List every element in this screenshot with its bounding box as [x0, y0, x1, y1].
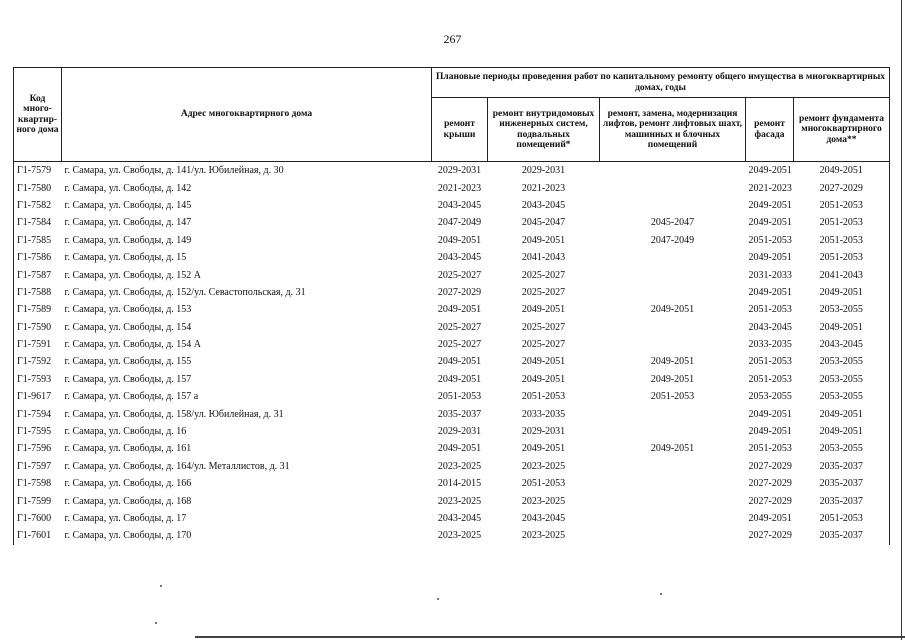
code-cell: Г1-7580	[14, 179, 62, 196]
page-number: 267	[443, 32, 462, 46]
foundation-period-cell: 2053-2055	[794, 353, 890, 370]
header-code: Код много-квартир-ного дома	[14, 68, 62, 162]
table-row	[14, 388, 890, 405]
foundation-period-cell: 2051-2053	[794, 232, 890, 249]
code-cell: Г1-7587	[14, 266, 62, 283]
roof-period-cell: 2049-2051	[437, 234, 482, 246]
scan-speck	[437, 598, 439, 600]
roof-period-cell: 2021-2023	[437, 182, 482, 194]
roof-period-cell: 2025-2027	[437, 321, 482, 333]
facade-period-cell: 2043-2045	[748, 321, 792, 333]
lifts-period-cell	[600, 179, 746, 196]
systems-period-cell: 2023-2025	[521, 495, 566, 507]
roof-period-cell: 2043-2045	[437, 199, 482, 211]
lifts-period-cell: 2049-2051	[650, 356, 695, 368]
systems-period-cell: 2025-2027	[521, 339, 566, 351]
table-row	[14, 475, 890, 492]
foundation-period-cell: 2053-2055	[794, 440, 890, 457]
address-cell: г. Самара, ул. Свободы, д. 149	[64, 234, 192, 246]
lifts-period-cell	[600, 510, 746, 527]
systems-period-cell: 2025-2027	[521, 269, 566, 281]
address-cell: г. Самара, ул. Свободы, д. 16	[64, 426, 187, 438]
roof-period-cell: 2043-2045	[437, 252, 482, 264]
systems-period-cell: 2029-2031	[521, 165, 566, 177]
address-cell: г. Самара, ул. Свободы, д. 15	[64, 252, 187, 264]
lifts-period-cell	[600, 475, 746, 492]
foundation-period-cell: 2041-2043	[794, 266, 890, 283]
table-row	[14, 249, 890, 266]
lifts-period-cell: 2045-2047	[650, 217, 695, 229]
table-row	[14, 458, 890, 475]
table-row	[14, 319, 890, 336]
lifts-period-cell	[600, 284, 746, 301]
code-cell: Г1-7601	[14, 527, 62, 544]
facade-period-cell: 2051-2053	[748, 304, 792, 316]
facade-period-cell: 2051-2053	[748, 443, 792, 455]
address-cell: г. Самара, ул. Свободы, д. 152 А	[64, 269, 202, 281]
foundation-period-cell: 2049-2051	[794, 319, 890, 336]
lifts-period-cell: 2049-2051	[650, 304, 695, 316]
roof-period-cell: 2023-2025	[437, 460, 482, 472]
code-cell: Г1-7589	[14, 301, 62, 318]
foundation-period-cell: 2043-2045	[794, 336, 890, 353]
lifts-period-cell: 2047-2049	[650, 234, 695, 246]
systems-period-cell: 2049-2051	[521, 234, 566, 246]
facade-period-cell: 2051-2053	[748, 373, 792, 385]
facade-period-cell: 2049-2051	[748, 165, 792, 177]
roof-period-cell: 2029-2031	[437, 165, 482, 177]
table-row	[14, 266, 890, 283]
roof-period-cell: 2043-2045	[437, 513, 482, 524]
facade-period-cell: 2051-2053	[748, 356, 792, 368]
address-cell: г. Самара, ул. Свободы, д. 170	[64, 530, 192, 542]
roof-period-cell: 2027-2029	[437, 286, 482, 298]
roof-period-cell: 2049-2051	[437, 443, 482, 455]
systems-period-cell: 2041-2043	[521, 252, 566, 264]
header-facade: ремонт фасада	[746, 98, 794, 162]
address-cell: г. Самара, ул. Свободы, д. 154 А	[64, 339, 202, 351]
scan-speck	[660, 593, 662, 595]
code-cell: Г1-7585	[14, 232, 62, 249]
code-cell: Г1-7582	[14, 197, 62, 214]
address-cell: г. Самара, ул. Свободы, д. 168	[64, 495, 192, 507]
lifts-period-cell	[600, 162, 746, 180]
systems-period-cell: 2049-2051	[521, 443, 566, 455]
roof-period-cell: 2025-2027	[437, 339, 482, 351]
systems-period-cell: 2025-2027	[521, 321, 566, 333]
code-cell: Г1-9617	[14, 388, 62, 405]
header-periods: Плановые периоды проведения работ по капитальному ремонту общего имущества в многоквартирных домах, годы	[432, 68, 890, 98]
roof-period-cell: 2047-2049	[437, 217, 482, 229]
scan-speck	[160, 585, 162, 587]
code-cell: Г1-7586	[14, 249, 62, 266]
address-cell: г. Самара, ул. Свободы, д. 157	[64, 373, 192, 385]
facade-period-cell: 2053-2055	[748, 391, 792, 403]
roof-period-cell: 2049-2051	[437, 373, 482, 385]
table-row	[14, 284, 890, 301]
foundation-period-cell: 2035-2037	[794, 475, 890, 492]
scan-edge-right	[901, 0, 902, 640]
table-row	[14, 301, 890, 318]
foundation-period-cell: 2049-2051	[794, 405, 890, 422]
code-cell: Г1-7590	[14, 319, 62, 336]
roof-period-cell: 2023-2025	[437, 530, 482, 542]
table-row	[14, 162, 890, 180]
code-cell: Г1-7592	[14, 353, 62, 370]
lifts-period-cell	[600, 458, 746, 475]
systems-period-cell: 2023-2025	[521, 460, 566, 472]
roof-period-cell: 2051-2053	[437, 391, 482, 403]
facade-period-cell: 2027-2029	[748, 495, 792, 507]
lifts-period-cell	[600, 266, 746, 283]
code-cell: Г1-7599	[14, 492, 62, 509]
facade-period-cell: 2049-2051	[748, 217, 792, 229]
foundation-period-cell: 2049-2051	[794, 162, 890, 180]
systems-period-cell: 2049-2051	[521, 304, 566, 316]
code-cell: Г1-7596	[14, 440, 62, 457]
table-header	[14, 68, 890, 162]
table-row	[14, 510, 890, 527]
address-cell: г. Самара, ул. Свободы, д. 164/ул. Металлистов, д. 31	[64, 460, 290, 472]
code-cell: Г1-7591	[14, 336, 62, 353]
address-cell: г. Самара, ул. Свободы, д. 166	[64, 478, 192, 490]
code-cell: Г1-7595	[14, 423, 62, 440]
code-cell: Г1-7600	[14, 510, 62, 527]
roof-period-cell: 2049-2051	[437, 356, 482, 368]
foundation-period-cell: 2035-2037	[794, 527, 890, 544]
address-cell: г. Самара, ул. Свободы, д. 152/ул. Севастопольская, д. 31	[64, 286, 306, 298]
lifts-period-cell	[600, 527, 746, 544]
foundation-period-cell: 2027-2029	[794, 179, 890, 196]
table-row	[14, 423, 890, 440]
foundation-period-cell: 2051-2053	[794, 197, 890, 214]
facade-period-cell: 2027-2029	[748, 478, 792, 490]
foundation-period-cell: 2051-2053	[794, 249, 890, 266]
address-cell: г. Самара, ул. Свободы, д. 145	[64, 199, 192, 211]
address-cell: г. Самара, ул. Свободы, д. 155	[64, 356, 192, 368]
scan-edge-bottom	[195, 636, 905, 638]
facade-period-cell: 2021-2023	[748, 182, 792, 194]
table-row	[14, 405, 890, 422]
foundation-period-cell: 2049-2051	[794, 284, 890, 301]
header-lifts: ремонт, замена, модернизация лифтов, ремонт лифтовых шахт, машинных и блочных помещений	[600, 98, 746, 162]
table-row	[14, 197, 890, 214]
address-cell: г. Самара, ул. Свободы, д. 17	[64, 513, 187, 524]
systems-period-cell: 2033-2035	[521, 408, 566, 420]
facade-period-cell: 2049-2051	[748, 199, 792, 211]
address-cell: г. Самара, ул. Свободы, д. 153	[64, 304, 192, 316]
lifts-period-cell: 2049-2051	[650, 373, 695, 385]
facade-period-cell: 2049-2051	[748, 286, 792, 298]
roof-period-cell: 2049-2051	[437, 304, 482, 316]
address-cell: г. Самара, ул. Свободы, д. 147	[64, 217, 192, 229]
foundation-period-cell: 2035-2037	[794, 458, 890, 475]
table-row	[14, 353, 890, 370]
table-row	[14, 527, 890, 544]
systems-period-cell: 2023-2025	[521, 530, 566, 542]
foundation-period-cell: 2035-2037	[794, 492, 890, 509]
header-roof: ремонт крыши	[432, 98, 488, 162]
lifts-period-cell	[600, 492, 746, 509]
table-row	[14, 214, 890, 231]
address-cell: г. Самара, ул. Свободы, д. 142	[64, 182, 192, 194]
header-address: Адрес многоквартирного дома	[62, 68, 432, 162]
lifts-period-cell: 2049-2051	[650, 443, 695, 455]
facade-period-cell: 2049-2051	[748, 252, 792, 264]
lifts-period-cell	[600, 423, 746, 440]
foundation-period-cell: 2053-2055	[794, 371, 890, 388]
systems-period-cell: 2043-2045	[521, 199, 566, 211]
systems-period-cell: 2043-2045	[521, 513, 566, 524]
systems-period-cell: 2025-2027	[521, 286, 566, 298]
lifts-period-cell	[600, 197, 746, 214]
table-body	[14, 162, 890, 545]
facade-period-cell: 2049-2051	[748, 513, 792, 524]
roof-period-cell: 2014-2015	[437, 478, 482, 490]
foundation-period-cell: 2053-2055	[794, 301, 890, 318]
repair-schedule-table	[13, 67, 890, 545]
table-row	[14, 440, 890, 457]
table-row	[14, 492, 890, 509]
foundation-period-cell: 2049-2051	[794, 423, 890, 440]
code-cell: Г1-7594	[14, 405, 62, 422]
facade-period-cell: 2033-2035	[748, 339, 792, 351]
code-cell: Г1-7588	[14, 284, 62, 301]
roof-period-cell: 2023-2025	[437, 495, 482, 507]
header-foundation: ремонт фундамента многоквартирного дома**	[794, 98, 890, 162]
systems-period-cell: 2021-2023	[521, 182, 566, 194]
systems-period-cell: 2029-2031	[521, 426, 566, 438]
table-row	[14, 179, 890, 196]
foundation-period-cell: 2051-2053	[794, 510, 890, 527]
lifts-period-cell	[600, 249, 746, 266]
table-row	[14, 371, 890, 388]
code-cell: Г1-7593	[14, 371, 62, 388]
facade-period-cell: 2049-2051	[748, 408, 792, 420]
code-cell: Г1-7598	[14, 475, 62, 492]
systems-period-cell: 2049-2051	[521, 356, 566, 368]
code-cell: Г1-7579	[14, 162, 62, 180]
facade-period-cell: 2051-2053	[748, 234, 792, 246]
address-cell: г. Самара, ул. Свободы, д. 154	[64, 321, 192, 333]
address-cell: г. Самара, ул. Свободы, д. 157 а	[64, 391, 199, 403]
systems-period-cell: 2049-2051	[521, 373, 566, 385]
foundation-period-cell: 2053-2055	[794, 388, 890, 405]
code-cell: Г1-7597	[14, 458, 62, 475]
systems-period-cell: 2051-2053	[521, 478, 566, 490]
facade-period-cell: 2027-2029	[748, 530, 792, 542]
facade-period-cell: 2031-2033	[748, 269, 792, 281]
address-cell: г. Самара, ул. Свободы, д. 161	[64, 443, 192, 455]
roof-period-cell: 2025-2027	[437, 269, 482, 281]
roof-period-cell: 2035-2037	[437, 408, 482, 420]
code-cell: Г1-7584	[14, 214, 62, 231]
lifts-period-cell	[600, 336, 746, 353]
table-row	[14, 232, 890, 249]
systems-period-cell: 2051-2053	[521, 391, 566, 403]
table-row	[14, 336, 890, 353]
facade-period-cell: 2027-2029	[748, 460, 792, 472]
lifts-period-cell	[600, 405, 746, 422]
address-cell: г. Самара, ул. Свободы, д. 141/ул. Юбилейная, д. 30	[64, 165, 284, 177]
scan-speck	[155, 622, 157, 624]
lifts-period-cell: 2051-2053	[650, 391, 695, 403]
lifts-period-cell	[600, 319, 746, 336]
roof-period-cell: 2029-2031	[437, 426, 482, 438]
header-systems: ремонт внутридомовых инженерных систем, подвальных помещений*	[488, 98, 600, 162]
facade-period-cell: 2049-2051	[748, 426, 792, 438]
foundation-period-cell: 2051-2053	[794, 214, 890, 231]
address-cell: г. Самара, ул. Свободы, д. 158/ул. Юбилейная, д. 31	[64, 408, 284, 420]
systems-period-cell: 2045-2047	[521, 217, 566, 229]
